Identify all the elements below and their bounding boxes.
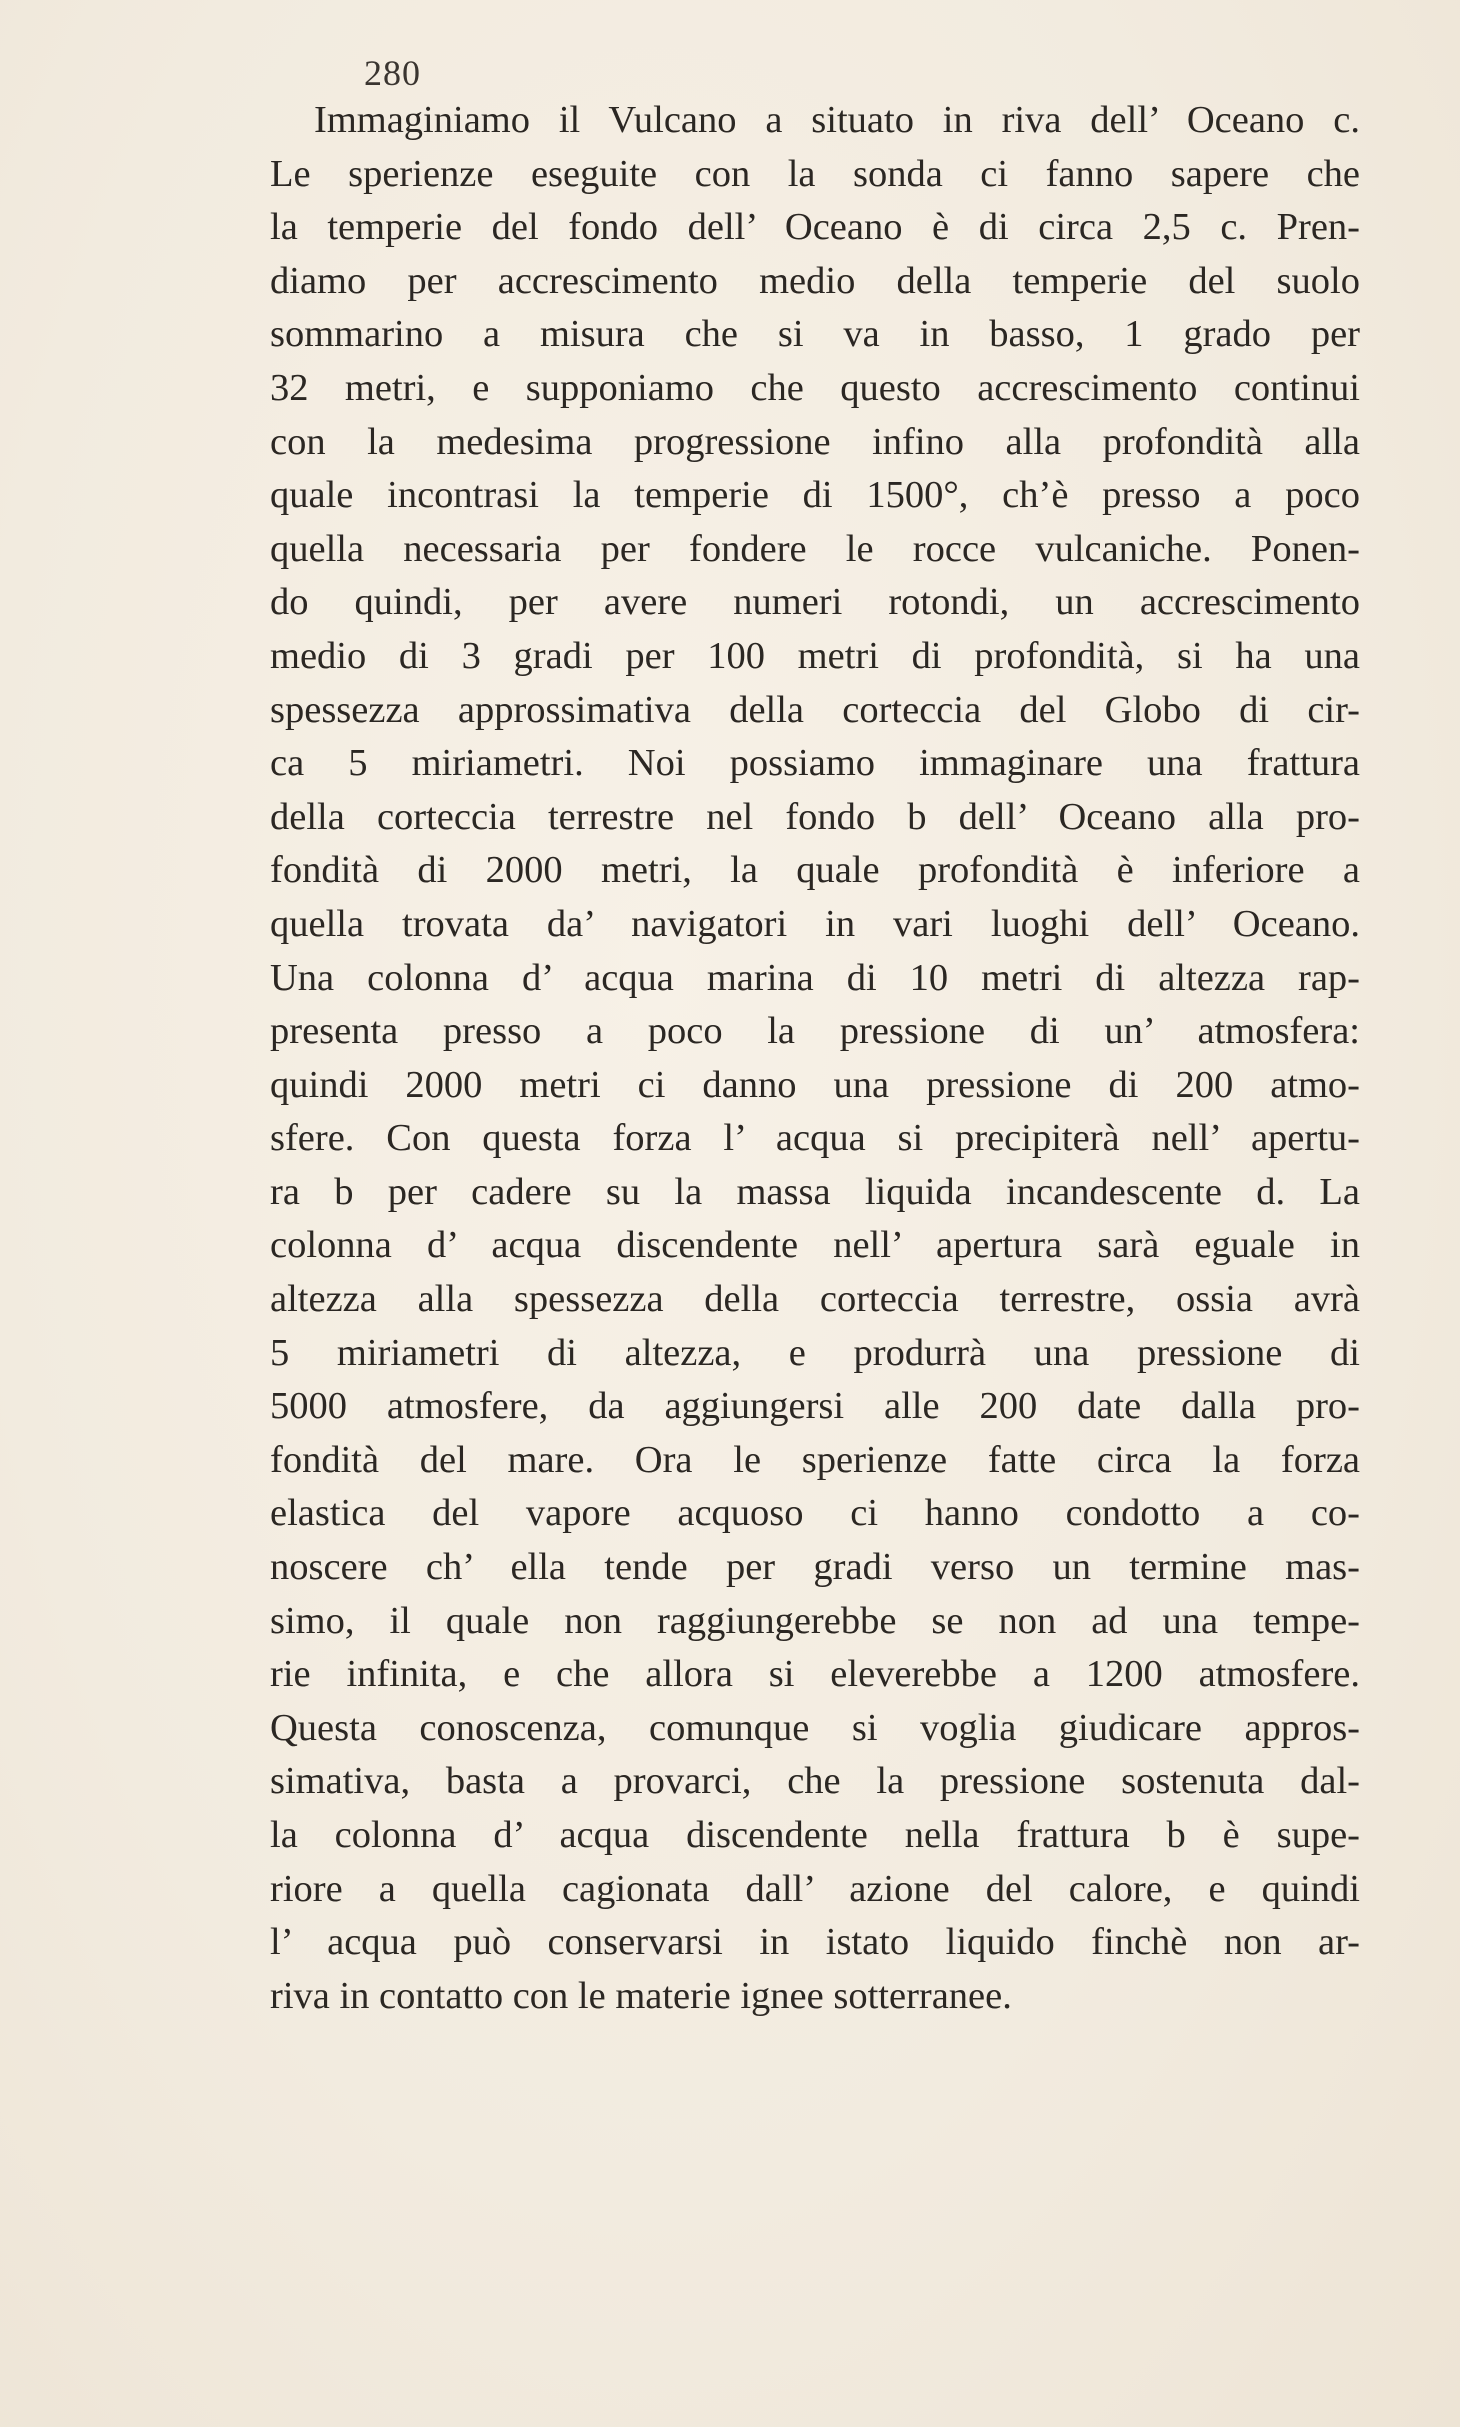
text-line: presenta presso a poco la pressione di un’ atmosfera:	[270, 1010, 1360, 1053]
text-line: 5 miriametri di altezza, e produrrà una pressione di	[270, 1331, 1360, 1374]
text-line: la colonna d’ acqua discendente nella frattura b è supe-	[270, 1814, 1360, 1856]
text-line: diamo per accrescimento medio della temperie del suolo	[270, 259, 1360, 302]
text-line: quella necessaria per fondere le rocce vulcaniche. Ponen-	[270, 527, 1360, 570]
text-line: rie infinita, e che allora si eleverebbe a 1200 atmosfere.	[270, 1653, 1360, 1696]
text-line: spessezza approssimativa della corteccia del Globo di cir-	[270, 688, 1360, 731]
text-line: ca 5 miriametri. Noi possiamo immaginare una frattura	[270, 742, 1360, 785]
text-line: sfere. Con questa forza l’ acqua si precipiterà nell’ apertu-	[270, 1117, 1360, 1160]
text-line: colonna d’ acqua discendente nell’ apertura sarà eguale in	[270, 1224, 1360, 1267]
text-line: con la medesima progressione infino alla profondità alla	[270, 420, 1360, 463]
page-number: 280	[364, 53, 421, 93]
text-line: ra b per cadere su la massa liquida incandescente d. La	[270, 1170, 1360, 1213]
text-line: quindi 2000 metri ci danno una pressione di 200 atmo-	[270, 1063, 1360, 1106]
text-line: riva in contatto con le materie ignee sotterranee.	[270, 1974, 1012, 2017]
text-line: Immaginiamo il Vulcano a situato in riva dell’ Oceano c.	[314, 99, 1360, 141]
text-line: simativa, basta a provarci, che la pressione sostenuta dal-	[270, 1760, 1360, 1803]
text-line: Questa conoscenza, comunque si voglia giudicare appros-	[270, 1706, 1360, 1749]
text-line: altezza alla spessezza della corteccia terrestre, ossia avrà	[270, 1278, 1360, 1321]
text-line: 32 metri, e supponiamo che questo accrescimento continui	[270, 366, 1360, 409]
text-line: fondità del mare. Ora le sperienze fatte circa la forza	[270, 1438, 1360, 1481]
text-line: la temperie del fondo dell’ Oceano è di circa 2,5 c. Pren-	[270, 206, 1360, 249]
text-line: do quindi, per avere numeri rotondi, un accrescimento	[270, 581, 1360, 624]
body-text	[270, 94, 1360, 2023]
text-line: riore a quella cagionata dall’ azione del calore, e quindi	[270, 1867, 1360, 1910]
text-line: elastica del vapore acquoso ci hanno condotto a co-	[270, 1492, 1360, 1535]
text-line: quale incontrasi la temperie di 1500°, ch’è presso a poco	[270, 474, 1360, 517]
text-line: della corteccia terrestre nel fondo b dell’ Oceano alla pro-	[270, 795, 1360, 838]
text-line: medio di 3 gradi per 100 metri di profondità, si ha una	[270, 634, 1360, 677]
text-line: sommarino a misura che si va in basso, 1 grado per	[270, 313, 1360, 356]
text-line: noscere ch’ ella tende per gradi verso un termine mas-	[270, 1546, 1360, 1589]
text-line: 5000 atmosfere, da aggiungersi alle 200 date dalla pro-	[270, 1385, 1360, 1428]
text-line: Una colonna d’ acqua marina di 10 metri di altezza rap-	[270, 956, 1360, 999]
text-line: Le sperienze eseguite con la sonda ci fanno sapere che	[270, 152, 1360, 195]
text-line: fondità di 2000 metri, la quale profondità è inferiore a	[270, 849, 1360, 892]
text-line: simo, il quale non raggiungerebbe se non ad una tempe-	[270, 1599, 1360, 1642]
text-line: quella trovata da’ navigatori in vari luoghi dell’ Oceano.	[270, 902, 1360, 945]
text-line: l’ acqua può conservarsi in istato liquido finchè non ar-	[270, 1921, 1360, 1964]
